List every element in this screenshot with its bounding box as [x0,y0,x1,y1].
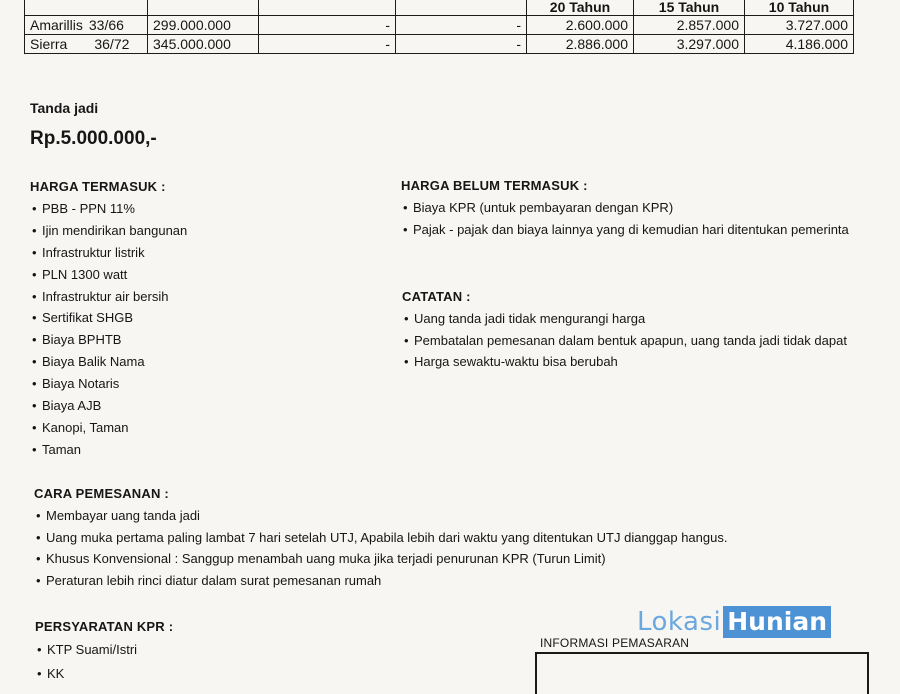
header-cell-10-tahun: 10 Tahun [745,0,854,16]
list-item: • Pembatalan pemesanan dalam bentuk apapun, uang tanda jadi tidak dapat [402,330,872,352]
harga-termasuk-section [30,179,187,461]
list-item: • KK [35,662,173,686]
watermark-part-hunian: Hunian [723,606,831,638]
header-cell-a [259,0,396,16]
installment-10-cell: 4.186.000 [745,35,854,54]
price-table-header-row [25,0,854,16]
catatan-title: CATATAN : [402,289,471,304]
unit-type-cell: Amarillis 33/66 [25,16,148,35]
harga-belum-termasuk-list [401,197,871,241]
list-item: • Uang muka pertama paling lambat 7 hari setelah UTJ, Apabila lebih dari waktu yang ditentukan UTJ dianggap hangus. [34,527,727,549]
list-item: • Sertifikat SHGB [30,307,187,329]
list-item: • Infrastruktur air bersih [30,286,187,308]
watermark-part-lokasi: Lokasi [637,607,722,637]
lokasihunian-watermark [637,606,831,638]
price-table [24,0,854,54]
harga-termasuk-title: HARGA TERMASUK : [30,179,166,194]
list-item: • Uang tanda jadi tidak mengurangi harga [402,308,872,330]
harga-termasuk-list [30,198,187,461]
unit-type-cell: Sierra 36/72 [25,35,148,54]
list-item: • Kanopi, Taman [30,417,187,439]
header-cell-cash [148,0,259,16]
list-item: • Biaya Balik Nama [30,351,187,373]
informasi-pemasaran-box [535,652,869,694]
list-item: • Peraturan lebih rinci diatur dalam surat pemesanan rumah [34,570,727,592]
cash-price-cell: 345.000.000 [148,35,259,54]
installment-15-cell: 3.297.000 [634,35,745,54]
header-cell-type [25,0,148,16]
empty-price-cell: - [259,16,396,35]
header-cell-b [396,0,527,16]
list-item: • Ijin mendirikan bangunan [30,220,187,242]
installment-20-cell: 2.600.000 [527,16,634,35]
installment-15-cell: 2.857.000 [634,16,745,35]
cara-pemesanan-list [34,505,727,591]
list-item: • KTP Suami/Istri [35,638,173,662]
persyaratan-kpr-title: PERSYARATAN KPR : [35,619,174,634]
table-row [25,16,854,35]
cash-price-cell: 299.000.000 [148,16,259,35]
list-item: • Harga sewaktu-waktu bisa berubah [402,351,872,373]
list-item: • Pajak - pajak dan biaya lainnya yang di kemudian hari ditentukan pemerinta [401,219,871,241]
table-row [25,35,854,54]
list-item: • Membayar uang tanda jadi [34,505,727,527]
catatan-section [402,289,872,373]
tanda-jadi-label: Tanda jadi [30,100,99,116]
list-item: • PLN 1300 watt [30,264,187,286]
informasi-pemasaran-label: INFORMASI PEMASARAN [540,636,690,650]
header-cell-20-tahun: 20 Tahun [527,0,634,16]
list-item: • Taman [30,439,187,461]
tanda-jadi-value: Rp.5.000.000,- [30,128,157,149]
persyaratan-kpr-list [35,638,173,686]
persyaratan-kpr-section [35,619,173,686]
list-item: • Biaya AJB [30,395,187,417]
empty-price-cell: - [259,35,396,54]
list-item: • Infrastruktur listrik [30,242,187,264]
list-item: • Khusus Konvensional : Sanggup menambah uang muka jika terjadi penurunan KPR (Turun Limit) [34,548,727,570]
installment-20-cell: 2.886.000 [527,35,634,54]
cara-pemesanan-section [34,486,727,591]
empty-price-cell: - [396,16,527,35]
catatan-list [402,308,872,373]
harga-belum-termasuk-title: HARGA BELUM TERMASUK : [401,178,588,193]
list-item: • Biaya KPR (untuk pembayaran dengan KPR) [401,197,871,219]
list-item: • Biaya BPHTB [30,329,187,351]
list-item: • Biaya Notaris [30,373,187,395]
cara-pemesanan-title: CARA PEMESANAN : [34,486,169,501]
empty-price-cell: - [396,35,527,54]
harga-belum-termasuk-section [401,178,871,241]
installment-10-cell: 3.727.000 [745,16,854,35]
header-cell-15-tahun: 15 Tahun [634,0,745,16]
list-item: • PBB - PPN 11% [30,198,187,220]
